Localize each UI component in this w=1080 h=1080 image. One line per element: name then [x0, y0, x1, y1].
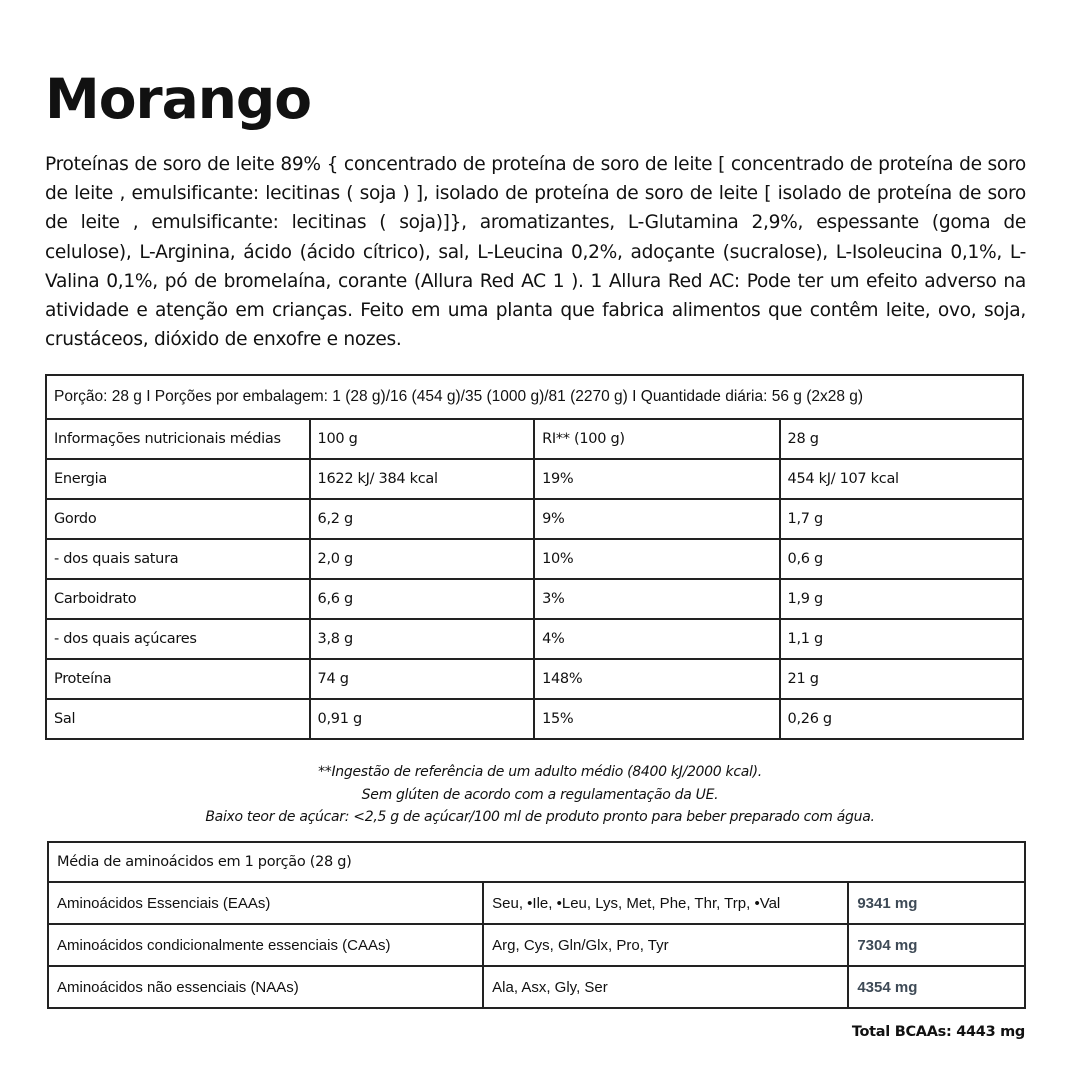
table-row — [48, 882, 1025, 924]
nutrition-table — [45, 374, 1024, 740]
amino-category: Aminoácidos não essenciais (NAAs) — [48, 966, 483, 1008]
nutrition-cell: 2,0 g — [310, 539, 535, 579]
amino-amount: 4354 mg — [848, 966, 1025, 1008]
nutrition-cell: 454 kJ/ 107 kcal — [780, 459, 1023, 499]
nutrition-cell: 10% — [534, 539, 779, 579]
amino-category: Aminoácidos Essenciais (EAAs) — [48, 882, 483, 924]
nutrition-cell: 15% — [534, 699, 779, 739]
total-bcaas: Total BCAAs: 4443 mg — [851, 1024, 1025, 1040]
nutrition-cell: 6,2 g — [310, 499, 535, 539]
nutrition-cell: 0,91 g — [310, 699, 535, 739]
nutrition-cell: 21 g — [780, 659, 1023, 699]
amino-amount: 9341 mg — [848, 882, 1025, 924]
table-row — [46, 499, 1023, 539]
ingredients-text: Proteínas de soro de leite 89% { concentrado de proteína de soro de leite [ concentrado de proteína de soro de leite , emulsificante: lecitinas ( soja ) ], isolado de proteína de soro de leite [ isolado de proteína de soro de leite , emulsificante: lecitinas ( soja)]}, aromatizantes, L-Glutamina 2,9%, espessante (goma de celulose), L-Arginina, ácido (ácido cítrico), sal, L-Leucina 0,2%, adoçante (sucralose), L-Isoleucina 0,1%, L-Valina 0,1%, pó de bromelaína, corante (Allura Red AC 1 ). 1 Allura Red AC: Pode ter um efeito adverso na atividade e atenção em crianças. Feito em uma planta que fabrica alimentos que contêm leite, ovo, soja, crustáceos, dióxido de enxofre e nozes. — [45, 154, 1026, 351]
nutrition-cell: 100 g — [310, 419, 535, 459]
amino-list: Seu, •Ile, •Leu, Lys, Met, Phe, Thr, Trp, •Val — [483, 882, 848, 924]
nutrition-cell: 1622 kJ/ 384 kcal — [310, 459, 535, 499]
reference-intake-note: **Ingestão de referência de um adulto médio (8400 kJ/2000 kcal). — [318, 764, 762, 780]
nutrition-cell: 28 g — [780, 419, 1023, 459]
amino-amount: 7304 mg — [848, 924, 1025, 966]
nutrition-cell: RI** (100 g) — [534, 419, 779, 459]
low-sugar-note: Baixo teor de açúcar: <2,5 g de açúcar/100 ml de produto pronto para beber preparado com água. — [205, 809, 875, 825]
nutrient-name: Proteína — [46, 659, 310, 699]
nutrient-name: - dos quais satura — [46, 539, 310, 579]
nutrient-name: Energia — [46, 459, 310, 499]
serving-info-row — [46, 375, 1023, 419]
table-row — [46, 699, 1023, 739]
product-title: Morango — [45, 67, 312, 131]
nutrition-header-row — [46, 419, 1023, 459]
amino-header-row — [48, 842, 1025, 882]
nutrition-cell: 3,8 g — [310, 619, 535, 659]
amino-list: Arg, Cys, Gln/Glx, Pro, Tyr — [483, 924, 848, 966]
nutrient-name: Sal — [46, 699, 310, 739]
nutrition-cell: 148% — [534, 659, 779, 699]
nutrition-cell: 74 g — [310, 659, 535, 699]
table-row — [46, 539, 1023, 579]
table-row — [46, 579, 1023, 619]
nutrient-name: - dos quais açúcares — [46, 619, 310, 659]
table-row — [46, 459, 1023, 499]
nutrition-cell: 0,26 g — [780, 699, 1023, 739]
nutrient-name: Carboidrato — [46, 579, 310, 619]
footnotes — [45, 761, 1035, 829]
nutrient-name: Gordo — [46, 499, 310, 539]
nutrition-cell: 1,7 g — [780, 499, 1023, 539]
amino-header: Média de aminoácidos em 1 porção (28 g) — [48, 842, 1025, 882]
table-row — [48, 966, 1025, 1008]
amino-acid-table — [47, 841, 1026, 1009]
serving-info: Porção: 28 g I Porções por embalagem: 1 (28 g)/16 (454 g)/35 (1000 g)/81 (2270 g) I Quantidade diária: 56 g (2x28 g) — [46, 375, 1023, 419]
nutrition-cell: 1,9 g — [780, 579, 1023, 619]
nutrition-cell: Informações nutricionais médias — [46, 419, 310, 459]
table-row — [46, 659, 1023, 699]
gluten-free-note: Sem glúten de acordo com a regulamentação da UE. — [361, 786, 719, 803]
nutrition-cell: 3% — [534, 579, 779, 619]
amino-category: Aminoácidos condicionalmente essenciais (CAAs) — [48, 924, 483, 966]
nutrition-cell: 6,6 g — [310, 579, 535, 619]
table-row — [46, 619, 1023, 659]
nutrition-cell: 0,6 g — [780, 539, 1023, 579]
nutrition-cell: 4% — [534, 619, 779, 659]
amino-list: Ala, Asx, Gly, Ser — [483, 966, 848, 1008]
nutrition-cell: 19% — [534, 459, 779, 499]
nutrition-cell: 1,1 g — [780, 619, 1023, 659]
table-row — [48, 924, 1025, 966]
nutrition-cell: 9% — [534, 499, 779, 539]
